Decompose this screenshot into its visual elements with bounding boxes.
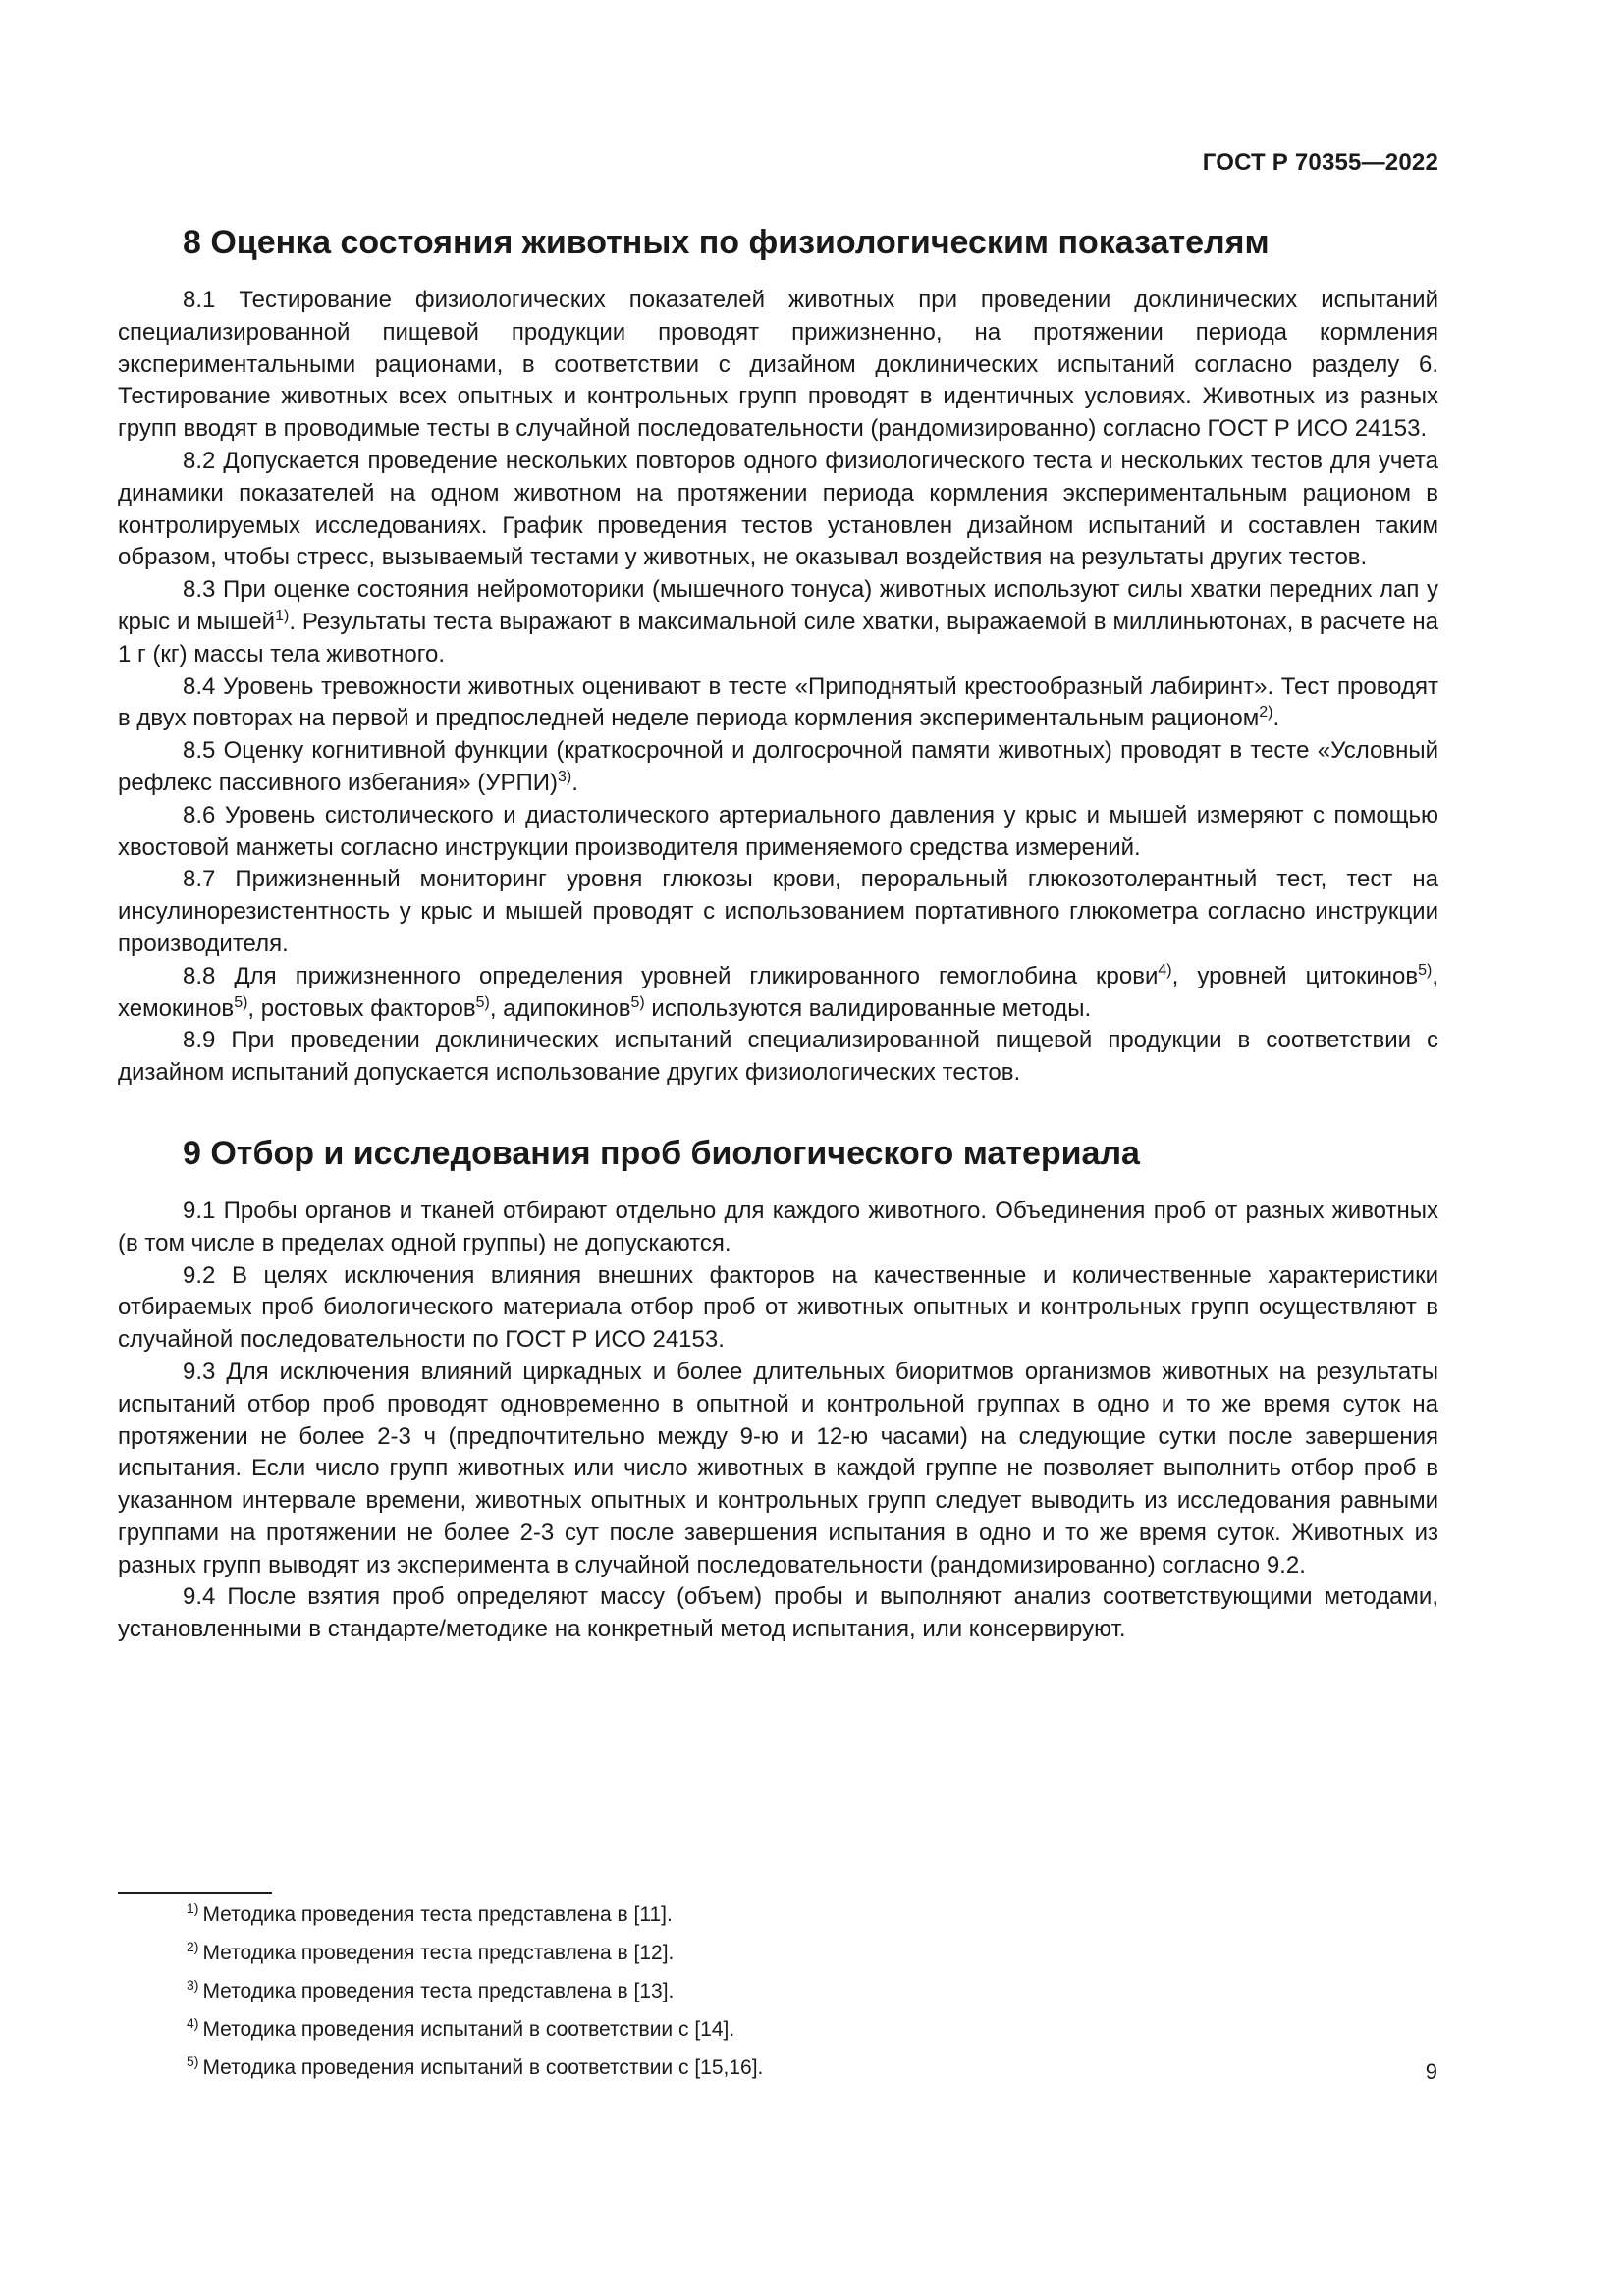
paragraph-text: 8.4 Уровень тревожности животных оценивают в тесте «Приподнятый крестообразный лабиринт». Тест проводят в двух повторах на первой и предпоследней неделе периода кормления экспериментальным рационом <box>118 672 1438 732</box>
footnote-text: Методика проведения испытаний в соответствии с [14]. <box>202 2018 735 2041</box>
footnote-item <box>187 1902 1267 1928</box>
paragraph-text: , хемокинов <box>118 962 1438 1022</box>
footnote-item <box>187 1941 1267 1966</box>
section-9 <box>118 1131 1438 1646</box>
paragraph-text: . <box>571 769 578 796</box>
paragraph-8-3 <box>118 574 1438 670</box>
paragraph-text: используются валидированные методы. <box>644 994 1092 1022</box>
footnote-ref: 5) <box>234 993 248 1011</box>
paragraph-9-3: 9.3 Для исключения влияний циркадных и более длительных биоритмов организмов животных на результаты испытаний отбор проб проводят одновременно в опытной и контрольной группах в одно и то же время суток на протяжении не более 2-3 ч (предпочтительно между 9-ю и 12-ю часами) на следующие сутки после завершения испытания. Если число групп животных или число животных в каждой группе не позволяет выполнить отбор проб в указанном интервале времени, животных опытных и контрольных групп следует выводить из исследования равными группами на протяжении не более 2-3 сут после завершения испытания в одно и то же время суток. Животных из разных групп выводят из эксперимента в случайной последовательности (рандомизированно) согласно 9.2. <box>118 1358 1438 1578</box>
paragraph-8-4 <box>118 671 1438 736</box>
paragraph-text: 8.8 Для прижизненного определения уровней гликированного гемоглобина крови <box>183 962 1159 989</box>
footnote-ref: 3) <box>558 768 572 785</box>
paragraph-text: , адипокинов <box>489 994 631 1022</box>
page-content <box>118 220 1438 1646</box>
footnote-text: Методика проведения испытаний в соответствии с [15,16]. <box>202 2056 764 2079</box>
footnote-item <box>187 2017 1267 2043</box>
paragraph-8-6: 8.6 Уровень систолического и диастолического артериального давления у крыс и мышей измеряют с помощью хвостовой манжеты согласно инструкции производителя применяемого средства измерений. <box>118 801 1438 861</box>
footnote-mark: 4) <box>187 2015 199 2031</box>
footnote-ref: 5) <box>630 993 645 1011</box>
paragraph-9-4: 9.4 После взятия проб определяют массу (объем) пробы и выполняют анализ соответствующими методами, установленными в стандарте/методике на конкретный метод испытания, или консервируют. <box>118 1583 1438 1643</box>
footnote-mark: 1) <box>187 1900 199 1916</box>
footnote-divider <box>118 1892 272 1894</box>
page-number: 9 <box>1425 2059 1437 2084</box>
footnote-mark: 5) <box>187 2054 199 2069</box>
section-9-heading: 9 Отбор и исследования проб биологического материала <box>183 1134 1140 1172</box>
paragraph-text: . Результаты теста выражают в максимальной силе хватки, выражаемой в миллиньютонах, в расчете на 1 г (кг) массы тела животного. <box>118 608 1438 667</box>
footnote-text: Методика проведения теста представлена в [12]. <box>202 1942 675 1964</box>
paragraph-text: , ростовых факторов <box>247 994 476 1022</box>
paragraph-text: , уровней цитокинов <box>1171 962 1419 989</box>
footnote-mark: 3) <box>187 1977 199 1993</box>
footnote-ref: 4) <box>1158 961 1172 979</box>
paragraph-8-2: 8.2 Допускается проведение нескольких повторов одного физиологического теста и нескольких тестов для учета динамики показателей на одном животном на протяжении периода кормления экспериментальным рационом в контролируемых исследованиях. График проведения тестов установлен дизайном испытаний и составлен таким образом, чтобы стресс, вызываемый тестами у животных, не оказывал воздействия на результаты других тестов. <box>118 447 1438 571</box>
footnote-text: Методика проведения теста представлена в [13]. <box>202 1980 675 2002</box>
paragraph-9-2: 9.2 В целях исключения влияния внешних факторов на качественные и количественные характеристики отбираемых проб биологического материала отбор проб от животных опытных и контрольных групп осуществляют в случайной последовательности по ГОСТ Р ИСО 24153. <box>118 1261 1438 1354</box>
paragraph-text: 8.3 При оценке состояния нейромоторики (мышечного тонуса) животных используют силы хватки передних лап у крыс и мышей <box>118 576 1438 635</box>
paragraph-8-1: 8.1 Тестирование физиологических показателей животных при проведении доклинических испытаний специализированной пищевой продукции проводят прижизненно, на протяжении периода кормления экспериментальными рационами, в соответствии с дизайном доклинических испытаний согласно разделу 6. Тестирование животных всех опытных и контрольных групп проводят в идентичных условиях. Животных из разных групп вводят в проводимые тесты в случайной последовательности (рандомизированно) согласно ГОСТ Р ИСО 24153. <box>118 287 1438 443</box>
paragraph-8-5 <box>118 735 1438 800</box>
section-8-heading: 8 Оценка состояния животных по физиологическим показателям <box>183 224 1270 261</box>
footnote-ref: 1) <box>275 607 290 624</box>
paragraph-text: . <box>1272 705 1280 732</box>
paragraph-9-1: 9.1 Пробы органов и тканей отбирают отдельно для каждого животного. Объединения проб от разных животных (в том числе в пределах одной группы) не допускаются. <box>118 1197 1438 1256</box>
footnote-ref: 2) <box>1259 704 1273 721</box>
footnotes <box>187 1902 1267 2094</box>
footnote-ref: 5) <box>1418 961 1433 979</box>
footnote-text: Методика проведения теста представлена в [11]. <box>202 1903 673 1926</box>
footnote-item <box>187 1979 1267 2004</box>
document-header: ГОСТ Р 70355—2022 <box>1202 149 1438 176</box>
footnote-ref: 5) <box>475 993 490 1011</box>
footnote-item <box>187 2056 1267 2081</box>
paragraph-8-7: 8.7 Прижизненный мониторинг уровня глюкозы крови, пероральный глюкозотолерантный тест, тест на инсулинорезистентность у крыс и мышей проводят с использованием портативного глюкометра согласно инструкции производителя. <box>118 866 1438 957</box>
paragraph-8-8 <box>118 961 1438 1026</box>
paragraph-text: 8.5 Оценку когнитивной функции (краткосрочной и долгосрочной памяти животных) проводят в тесте «Условный рефлекс пассивного избегания» (УРПИ) <box>118 737 1438 796</box>
paragraph-8-9: 8.9 При проведении доклинических испытаний специализированной пищевой продукции в соответствии с дизайном испытаний допускается использование других физиологических тестов. <box>118 1027 1438 1087</box>
footnote-mark: 2) <box>187 1939 199 1954</box>
